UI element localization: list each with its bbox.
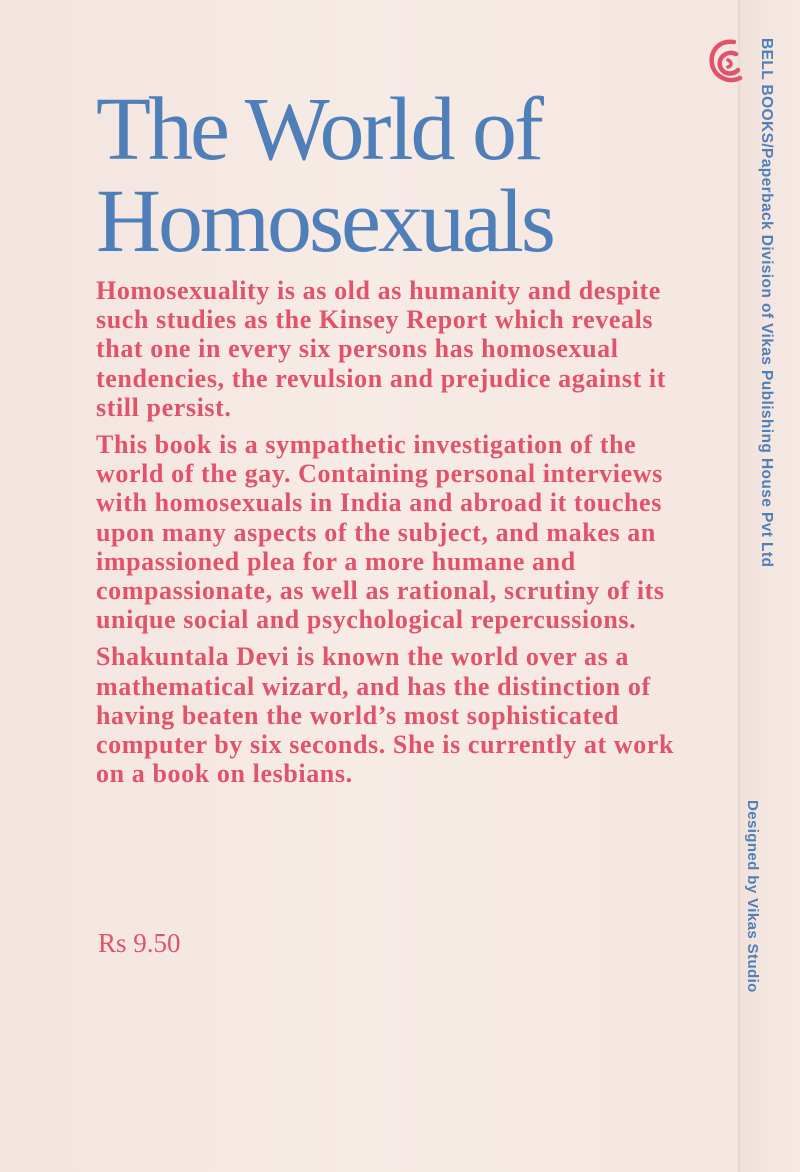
price-label: Rs 9.50 bbox=[98, 928, 181, 958]
publisher-imprint: BELL BOOKS/Paperback Division of Vikas Publishing House Pvt Ltd bbox=[758, 38, 775, 568]
blurb-paragraph-3: Shakuntala Devi is known the world over as a mathematical wizard, and has the distinction of having beaten the world’s most sophisticated computer by six seconds. She is currently at work on a book on lesbians. bbox=[96, 642, 675, 789]
blurb-paragraph-2: This book is a sympathetic investigation of the world of the gay. Containing personal interviews with homosexuals in India and abroad it touches upon many aspects of the subject, and makes an impassioned plea for a more humane and compassionate, as well as rational, scrutiny of its unique social and psychological repercussions. bbox=[96, 430, 665, 635]
book-title bbox=[96, 80, 553, 271]
title-line-2: Homosexuals bbox=[96, 172, 553, 271]
blurb bbox=[96, 276, 696, 796]
bell-books-logo-icon bbox=[704, 34, 750, 98]
title-line-1: The World of bbox=[96, 80, 541, 179]
designer-credit: Designed by Vikas Studio bbox=[744, 800, 761, 993]
blurb-paragraph-1: Homosexuality is as old as humanity and despite such studies as the Kinsey Report which reveals that one in every six persons has homosexual tendencies, the revulsion and prejudice against it still persist. bbox=[96, 276, 667, 422]
